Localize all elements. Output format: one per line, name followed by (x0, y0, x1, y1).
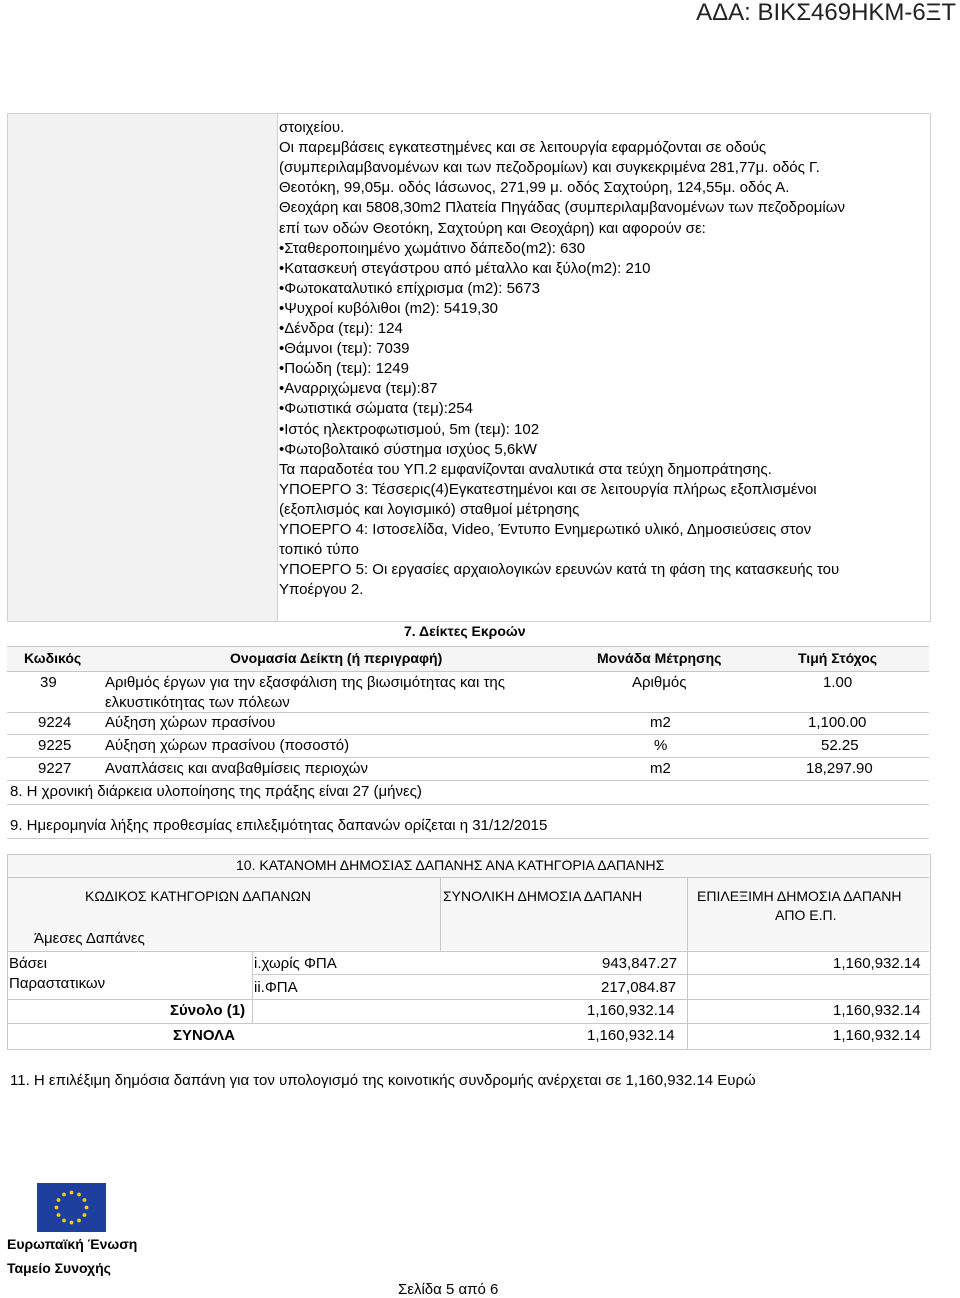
basis-label-2: Παραστατικων (9, 975, 106, 992)
description-line: (εξοπλισμός και λογισμικό) σταθμοί μέτρησης (279, 500, 580, 518)
grand-total-total: 1,160,932.14 (587, 1027, 675, 1044)
divider (7, 734, 929, 735)
description-line: Υποέργου 2. (279, 581, 364, 599)
col-eligible-public-ep: ΑΠΟ Ε.Π. (775, 907, 837, 923)
header-code: Κωδικός (24, 650, 82, 666)
page-number: Σελίδα 5 από 6 (398, 1281, 499, 1298)
subtotal-eligible: 1,160,932.14 (833, 1002, 921, 1019)
col-total-public: ΣΥΝΟΛΙΚΗ ΔΗΜΟΣΙΑ ΔΑΠΑΝΗ (443, 888, 643, 904)
description-line: Θεοχάρη και 5808,30m2 Πλατεία Πηγάδας (συμπεριλαμβανομένων των πεζοδρομίων (279, 199, 845, 217)
row-9225-name: Αύξηση χώρων πρασίνου (ποσοστό) (105, 737, 350, 754)
row-9227-unit: m2 (650, 760, 671, 777)
divider (440, 877, 441, 951)
divider (7, 951, 929, 952)
row-9227-target: 18,297.90 (806, 760, 873, 777)
row-39-target: 1.00 (823, 674, 853, 691)
divider (7, 780, 929, 781)
row-i-eligible: 1,160,932.14 (833, 955, 921, 972)
row-ii-total: 217,084.87 (601, 979, 677, 996)
row-39-code: 39 (40, 674, 57, 691)
subtotal-label: Σύνολο (1) (170, 1002, 246, 1019)
description-line: τοπικό τύπο (279, 541, 359, 559)
row-ii-label: ii.ΦΠΑ (254, 979, 298, 996)
row-9224-code: 9224 (38, 714, 72, 731)
description-line: •Ποώδη (τεμ): 1249 (279, 360, 409, 378)
divider (7, 712, 929, 713)
subtotal-total: 1,160,932.14 (587, 1002, 675, 1019)
header-target: Τιμή Στόχος (798, 650, 878, 666)
description-line: •Ιστός ηλεκτροφωτισμού, 5m (τεμ): 102 (279, 420, 540, 438)
divider (7, 1023, 929, 1024)
row-9224-target: 1,100.00 (808, 714, 867, 731)
row-9227-code: 9227 (38, 760, 72, 777)
col-eligible-public: ΕΠΙΛΕΞΙΜΗ ΔΗΜΟΣΙΑ ΔΑΠΑΝΗ (697, 888, 902, 904)
description-line: •Θάμνοι (τεμ): 7039 (279, 340, 410, 358)
description-line: στοιχείου. (279, 119, 345, 136)
description-label-cell (8, 114, 278, 621)
section-7-title: 7. Δείκτες Εκροών (404, 623, 526, 639)
grand-total-eligible: 1,160,932.14 (833, 1027, 921, 1044)
divider (7, 757, 929, 758)
description-line: ΥΠΟΕΡΓΟ 3: Τέσσερις(4)Εγκατεστημένοι και σε λειτουργία πλήρως εξοπλισμένοι (279, 480, 817, 498)
row-9225-target: 52.25 (821, 737, 859, 754)
row-39-name-cont: ελκυστικότητας των πόλεων (105, 694, 290, 711)
col-category-code: ΚΩΔΙΚΟΣ ΚΑΤΗΓΟΡΙΩΝ ΔΑΠΑΝΩΝ (85, 888, 312, 904)
row-9227-name: Αναπλάσεις και αναβαθμίσεις περιοχών (105, 760, 369, 777)
description-line: •Φωτιστικά σώματα (τεμ):254 (279, 400, 473, 418)
section-10-box (7, 854, 931, 1050)
header-unit: Μονάδα Μέτρησης (597, 650, 722, 666)
description-line: •Κατασκευή στεγάστρου από μέταλλο και ξύλο(m2): 210 (279, 259, 651, 277)
description-line: ΥΠΟΕΡΓΟ 4: Ιστοσελίδα, Video, Έντυπο Ενημερωτικό υλικό, Δημοσιεύσεις στον (279, 521, 812, 538)
outputs-table-header (7, 646, 929, 672)
divider (7, 804, 929, 805)
description-line: (συμπεριλαμβανομένων και των πεζοδρομίων) και συγκεκριμένα 281,77μ. οδός Γ. (279, 159, 820, 177)
fund-label: Ταμείο Συνοχής (7, 1260, 111, 1276)
divider (687, 877, 688, 1049)
divider (7, 999, 929, 1000)
ada-code: ΑΔΑ: ΒΙΚΣ469ΗΚΜ-6ΞΤ (696, 0, 956, 26)
section-8: 8. Η χρονική διάρκεια υλοποίησης της πράξης είναι 27 (μήνες) (10, 783, 422, 800)
description-line: Τα παραδοτέα του ΥΠ.2 εμφανίζονται αναλυτικά στα τεύχη δημοπράτησης. (279, 460, 772, 478)
description-line: •Σταθεροποιημένο χωμάτινο δάπεδο(m2): 630 (279, 239, 586, 257)
grand-total-label: ΣΥΝΟΛΑ (173, 1027, 235, 1044)
divider (7, 877, 929, 878)
row-39-name: Αριθμός έργων για την εξασφάλιση της βιωσιμότητας και της (105, 674, 505, 691)
divider (252, 951, 253, 1023)
description-line: •Ψυχροί κυβόλιθοι (m2): 5419,30 (279, 299, 499, 317)
row-9225-code: 9225 (38, 737, 72, 754)
divider (252, 974, 929, 975)
row-9224-unit: m2 (650, 714, 671, 731)
description-line: ΥΠΟΕΡΓΟ 5: Οι εργασίες αρχαιολογικών ερευνών κατά τη φάση της κατασκευής του (279, 561, 840, 579)
eu-flag-logo (37, 1183, 106, 1232)
section-10-title: 10. ΚΑΤΑΝΟΜΗ ΔΗΜΟΣΙΑΣ ΔΑΠΑΝΗΣ ΑΝΑ ΚΑΤΗΓΟΡΙΑ ΔΑΠΑΝΗΣ (236, 857, 665, 873)
row-i-label: i.χωρίς ΦΠΑ (254, 955, 337, 972)
divider (7, 838, 929, 839)
description-line: Θεοτόκη, 99,05μ. οδός Ιάσωνος, 271,99 μ. οδός Σαχτούρη, 124,55μ. οδός Α. (279, 179, 790, 197)
description-line: •Αναρριχώμενα (τεμ):87 (279, 380, 438, 398)
description-line: επί των οδών Θεοτόκη, Σαχτούρη και Θεοχάρη) και αφορούν σε: (279, 219, 706, 237)
description-line: •Δένδρα (τεμ): 124 (279, 320, 403, 337)
direct-costs-label: Άμεσες Δαπάνες (34, 930, 145, 947)
header-name: Ονομασία Δείκτη (ή περιγραφή) (230, 650, 443, 666)
eu-label: Ευρωπαϊκή Ένωση (7, 1236, 138, 1252)
description-line: •Φωτοβολταικό σύστημα ισχύος 5,6kW (279, 440, 537, 458)
section-9: 9. Ημερομηνία λήξης προθεσμίας επιλεξιμότητας δαπανών ορίζεται η 31/12/2015 (10, 817, 548, 834)
row-i-total: 943,847.27 (602, 955, 678, 972)
row-39-unit: Αριθμός (632, 674, 687, 691)
description-line: Οι παρεμβάσεις εγκατεστημένες και σε λειτουργία εφαρμόζονται σε οδούς (279, 139, 767, 157)
row-9224-name: Αύξηση χώρων πρασίνου (105, 714, 276, 731)
section-11: 11. Η επιλέξιμη δημόσια δαπάνη για τον υπολογισμό της κοινοτικής συνδρομής ανέρχεται σε 1,160,932.14 Ευρώ (10, 1072, 756, 1089)
row-9225-unit: % (654, 737, 668, 754)
basis-label-1: Βάσει (9, 955, 47, 972)
description-line: •Φωτοκαταλυτικό επίχρισμα (m2): 5673 (279, 279, 540, 297)
